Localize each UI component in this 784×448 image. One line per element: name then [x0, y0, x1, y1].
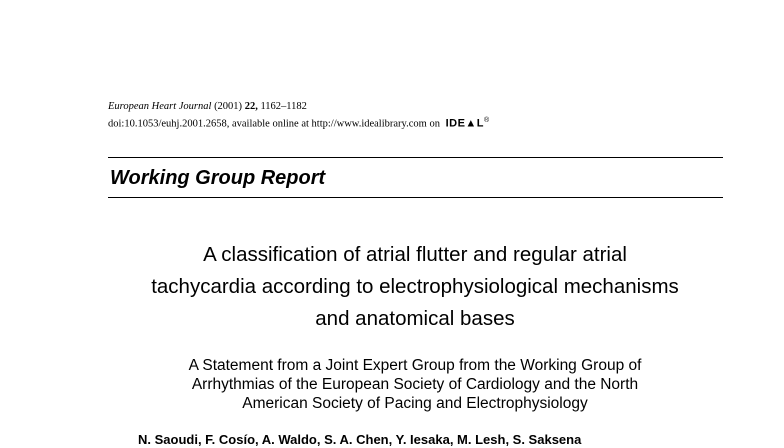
ideal-logo-text: IDE▲L [445, 117, 485, 130]
title-line: and anatomical bases [315, 307, 515, 330]
doi-line [108, 114, 490, 131]
top-divider [108, 157, 723, 158]
article-subtitle [100, 356, 730, 413]
subtitle-line: A Statement from a Joint Expert Group from the Working Group of [188, 357, 642, 374]
journal-citation [108, 101, 307, 113]
title-line: A classification of atrial flutter and regular atrial [203, 243, 627, 266]
author-list: N. Saoudi, F. Cosío, A. Waldo, S. A. Chen, Y. Iesaka, M. Lesh, S. Saksena [138, 432, 582, 447]
journal-pages: 1162–1182 [257, 101, 307, 112]
ideal-logo [446, 114, 490, 131]
subtitle-line: Arrhythmias of the European Society of Cardiology and the North [191, 376, 639, 393]
doi-text: doi:10.1053/euhj.2001.2658, available online at http://www.idealibrary.com on [108, 118, 440, 130]
section-heading: Working Group Report [110, 167, 326, 189]
journal-name: European Heart Journal [108, 101, 212, 112]
title-line: tachycardia according to electrophysiological mechanisms [151, 275, 679, 298]
journal-volume: 22, [244, 101, 258, 112]
journal-year: (2001) [211, 101, 245, 112]
article-title [100, 239, 730, 335]
bottom-divider [108, 197, 723, 198]
registered-mark: ® [484, 117, 490, 124]
subtitle-line: American Society of Pacing and Electrophysiology [242, 395, 588, 412]
